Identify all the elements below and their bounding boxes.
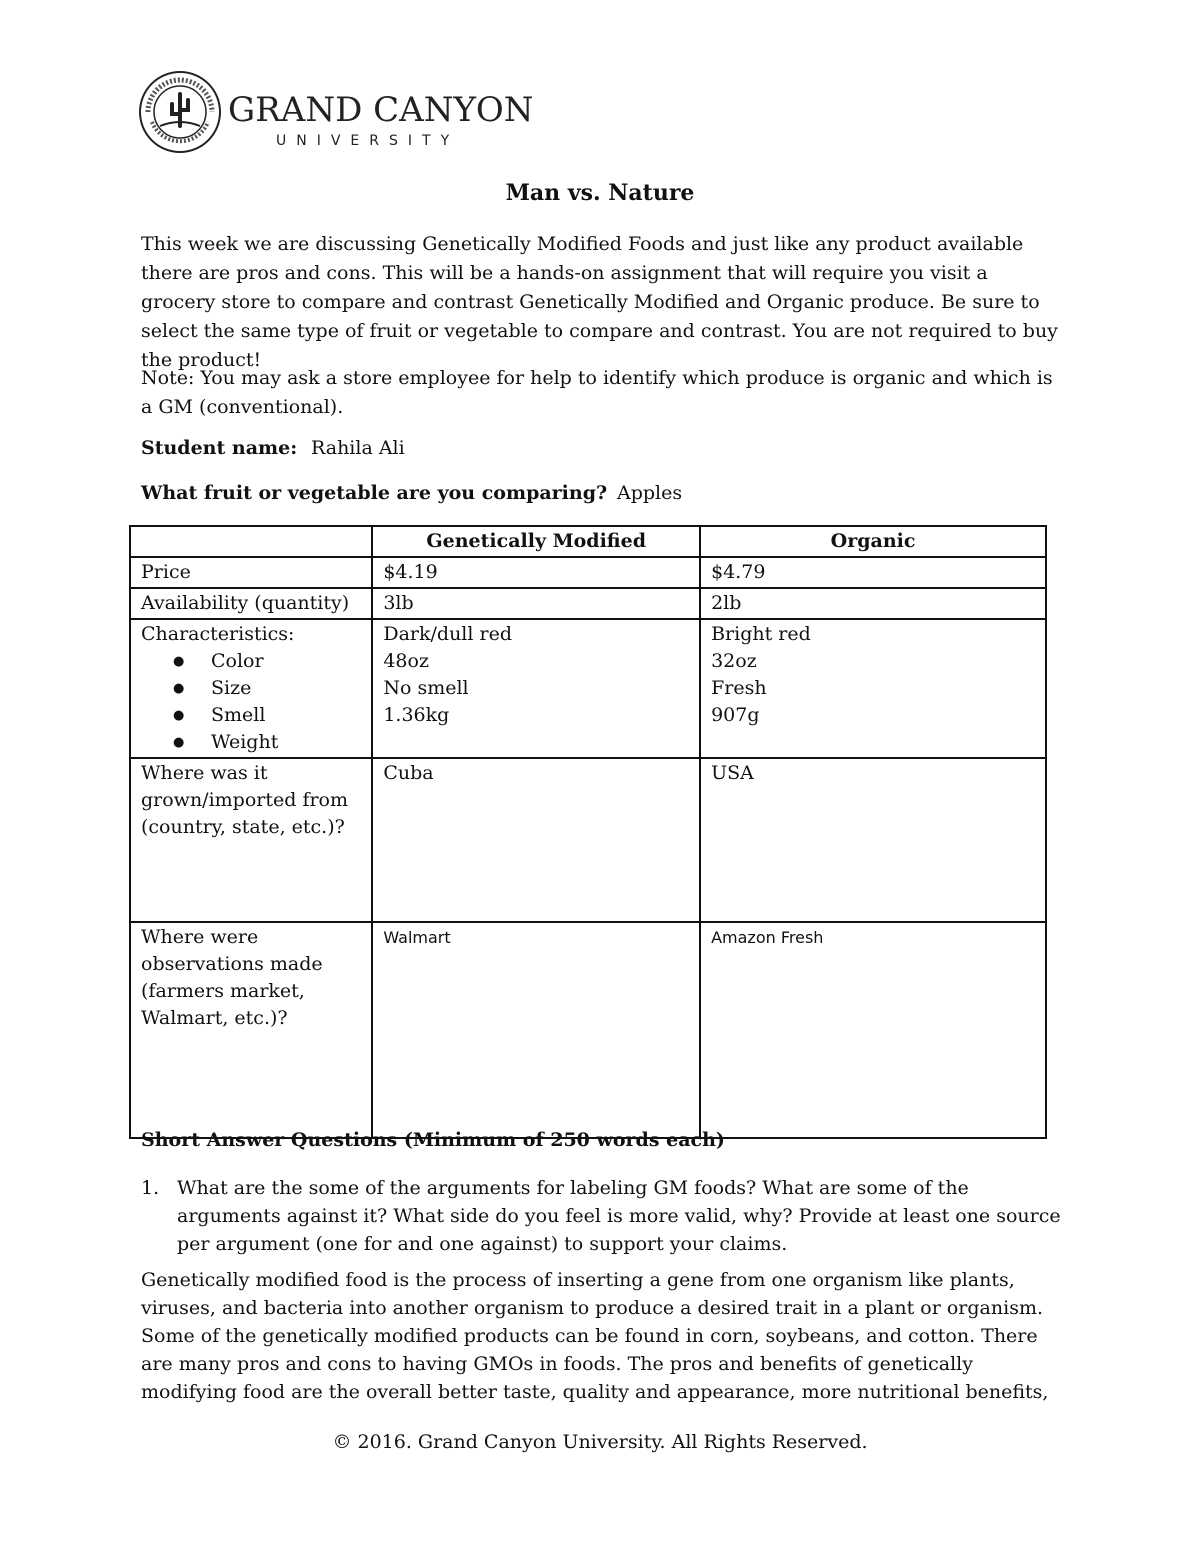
price-gm: $4.19: [372, 557, 700, 588]
organic-smell: Fresh: [711, 677, 767, 699]
copyright-footer: © 2016. Grand Canyon University. All Rights Reserved.: [332, 1431, 868, 1453]
organic-size: 32oz: [711, 650, 757, 672]
availability-gm: 3lb: [372, 588, 700, 619]
origin-label: Where was it grown/imported from (country, state, etc.)?: [130, 758, 372, 922]
gm-color: Dark/dull red: [383, 623, 512, 645]
table-row-availability: [130, 588, 1046, 619]
table-header-row: [130, 526, 1046, 557]
list-item: ● Size: [173, 675, 361, 702]
origin-gm: Cuba: [372, 758, 700, 922]
price-organic: $4.79: [700, 557, 1046, 588]
logo-wordmark: GRAND CANYON: [228, 90, 534, 130]
question-text: What are the some of the arguments for labeling GM foods? What are some of the arguments against it? What side do you feel is more valid, why? Provide at least one source per argument (one for and one against) to support your claims.: [177, 1177, 1061, 1255]
university-logo: [138, 70, 534, 160]
short-answer-heading: Short Answer Questions (Minimum of 250 words each): [141, 1129, 725, 1151]
characteristics-cell: [130, 619, 372, 758]
characteristics-organic: [700, 619, 1046, 758]
list-item: ● Smell: [173, 702, 361, 729]
list-item: ● Weight: [173, 729, 361, 756]
comparison-table: [129, 525, 1047, 1139]
gm-smell: No smell: [383, 677, 469, 699]
intro-paragraph: This week we are discussing Genetically Modified Foods and just like any product available there are pros and cons. This will be a hands-on assignment that will require you visit a grocery store to compare and contrast Genetically Modified and Organic produce. Be sure to select the same type of fruit or vegetable to compare and contrast. You are not required to buy the product!: [141, 233, 1058, 371]
university-seal-icon: [138, 70, 222, 154]
logo-subtitle: UNIVERSITY: [276, 133, 460, 149]
table-row-observed: [130, 922, 1046, 1138]
organic-weight: 907g: [711, 704, 760, 726]
student-name-field: [141, 437, 405, 459]
table-row-characteristics: [130, 619, 1046, 758]
table-header-blank: [130, 526, 372, 557]
availability-label: Availability (quantity): [130, 588, 372, 619]
question-number: 1.: [141, 1177, 160, 1199]
origin-organic: USA: [700, 758, 1046, 922]
table-header-organic: Organic: [700, 526, 1046, 557]
table-row-price: [130, 557, 1046, 588]
gm-size: 48oz: [383, 650, 429, 672]
student-name-label: Student name:: [141, 437, 298, 459]
characteristics-gm: [372, 619, 700, 758]
table-header-gm: Genetically Modified: [372, 526, 700, 557]
fruit-value: Apples: [617, 482, 683, 504]
student-name-value: Rahila Ali: [311, 437, 405, 459]
observed-label: Where were observations made (farmers market, Walmart, etc.)?: [130, 922, 372, 1138]
fruit-field: [141, 482, 683, 504]
note-paragraph: Note: You may ask a store employee for help to identify which produce is organic and which is a GM (conventional).: [141, 367, 1053, 418]
question-1: [141, 1174, 1061, 1258]
answer-paragraph: Genetically modified food is the process of inserting a gene from one organism like plants, viruses, and bacteria into another organism to produce a desired trait in a plant or organism. Some of the genetically modified products can be found in corn, soybeans, and cotton. There are many pros and cons to having GMOs in foods. The pros and benefits of genetically modifying food are the overall better taste, quality and appearance, more nutritional benefits,: [141, 1269, 1049, 1403]
table-row-origin: [130, 758, 1046, 922]
observed-organic: Amazon Fresh: [700, 922, 1046, 1138]
list-item: ● Color: [173, 648, 361, 675]
characteristics-label: Characteristics:: [141, 623, 295, 645]
fruit-label: What fruit or vegetable are you comparing?: [141, 482, 608, 504]
organic-color: Bright red: [711, 623, 811, 645]
characteristics-list: [141, 648, 361, 756]
gm-weight: 1.36kg: [383, 704, 450, 726]
observed-gm: Walmart: [372, 922, 700, 1138]
price-label: Price: [130, 557, 372, 588]
page-title: Man vs. Nature: [505, 180, 695, 206]
availability-organic: 2lb: [700, 588, 1046, 619]
